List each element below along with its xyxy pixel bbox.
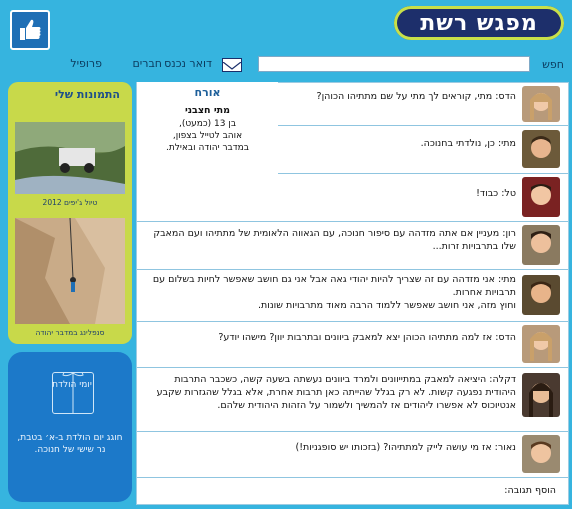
site-logo[interactable] [394,6,564,40]
birthday-panel [8,352,132,502]
comment-item [137,269,568,322]
profile-card [136,82,278,174]
profile-description: בן 13 (כמעט), אוהב לטייל בצפון, במדבר יהודה ובאילת. [166,119,249,153]
avatar [522,325,560,363]
comment-text: רון: מעניין אם אתה מזדהה עם סיפור חנוכה, עם הגאווה הלאומית של מתתיהו ועם המאבק שלו בתרבויות זרות... [153,228,516,252]
comment-text: מתי: כן, נולדתי בחנוכה. [420,138,516,149]
photos-panel [8,82,132,344]
avatar [522,130,560,168]
photo-caption: טיול ג'יפים 2012 [42,198,98,207]
comment-text: דקלה: היציאה למאבק במתייוונים ולמרד ביוונים נעשתה בשעה קשה, כשכבר התרבות היהודית נפגעה קשות. לא רק בגלל שהייתה כאן תרבות אחרת, אלא בגלל שהגזרות שקבע אנטיוכוס לא אפשרו ליהודים אז להמשיך ולשמור על הזהות היהודית שלהם. [156,374,516,411]
photos-title: התמונות שלי [54,88,120,101]
search-input[interactable] [258,56,530,72]
comment-item [137,431,568,478]
comment-text: נאור: אז מי עושה לייק למתתיהו? (בזכותו יש סופגניות!) [295,442,516,453]
photo-rappelling[interactable] [15,218,125,324]
avatar [522,373,560,417]
avatar [522,275,560,315]
birthday-title: יומי הולדת [52,380,92,390]
search-label: חפש [542,58,564,71]
comment-item [137,173,568,222]
birthday-text: חוגג יום הולדת ב-א׳ בטבת, נר שישי של חנוכה. [17,433,123,455]
avatar [522,177,560,217]
photo-jeep-trip[interactable] [15,122,125,194]
comment-item [137,321,568,368]
profile-name: מתי חצבני [184,105,231,116]
thumbs-up-icon [17,17,43,43]
comment-item [137,367,568,432]
add-comment-row[interactable] [137,477,568,504]
avatar [522,435,560,473]
add-comment-label[interactable]: הוסף תגובה: [504,485,556,496]
envelope-icon[interactable] [222,58,242,72]
photo-caption: סנפלינג במדבר יהודה [35,328,105,337]
avatar [522,86,560,122]
comment-text: מתי: אני מזדהה עם זה שצריך להיות יהודי גאה אבל אני גם חושב שאפשר לחיות בשלום עם תרבויות אחרות. וחוץ מזה, אני חושב שאפשר ללמוד הרבה מאוד מתרבויות שונות. [152,274,516,311]
comment-text: טל: כבוד! [476,188,516,199]
nav-inbox[interactable]: דואר נכנס [164,57,212,70]
nav-profile[interactable]: פרופיל [70,57,102,70]
nav-friends[interactable]: חברים [132,57,162,70]
comment-item [137,221,568,270]
logo-text: מפגש רשת [420,10,538,36]
profile-card-title: אורח [194,86,221,99]
like-thumb-icon[interactable] [10,10,50,50]
comment-text: הדס: מתי, קוראים לך מתי על שם מתתיהו הכוהן? [316,91,516,102]
comment-text: הדס: אז למה מתתיהו הכוהן יצא למאבק ביוונים ובתרבות יוון? מישהו יודע? [218,332,516,343]
avatar [522,225,560,265]
